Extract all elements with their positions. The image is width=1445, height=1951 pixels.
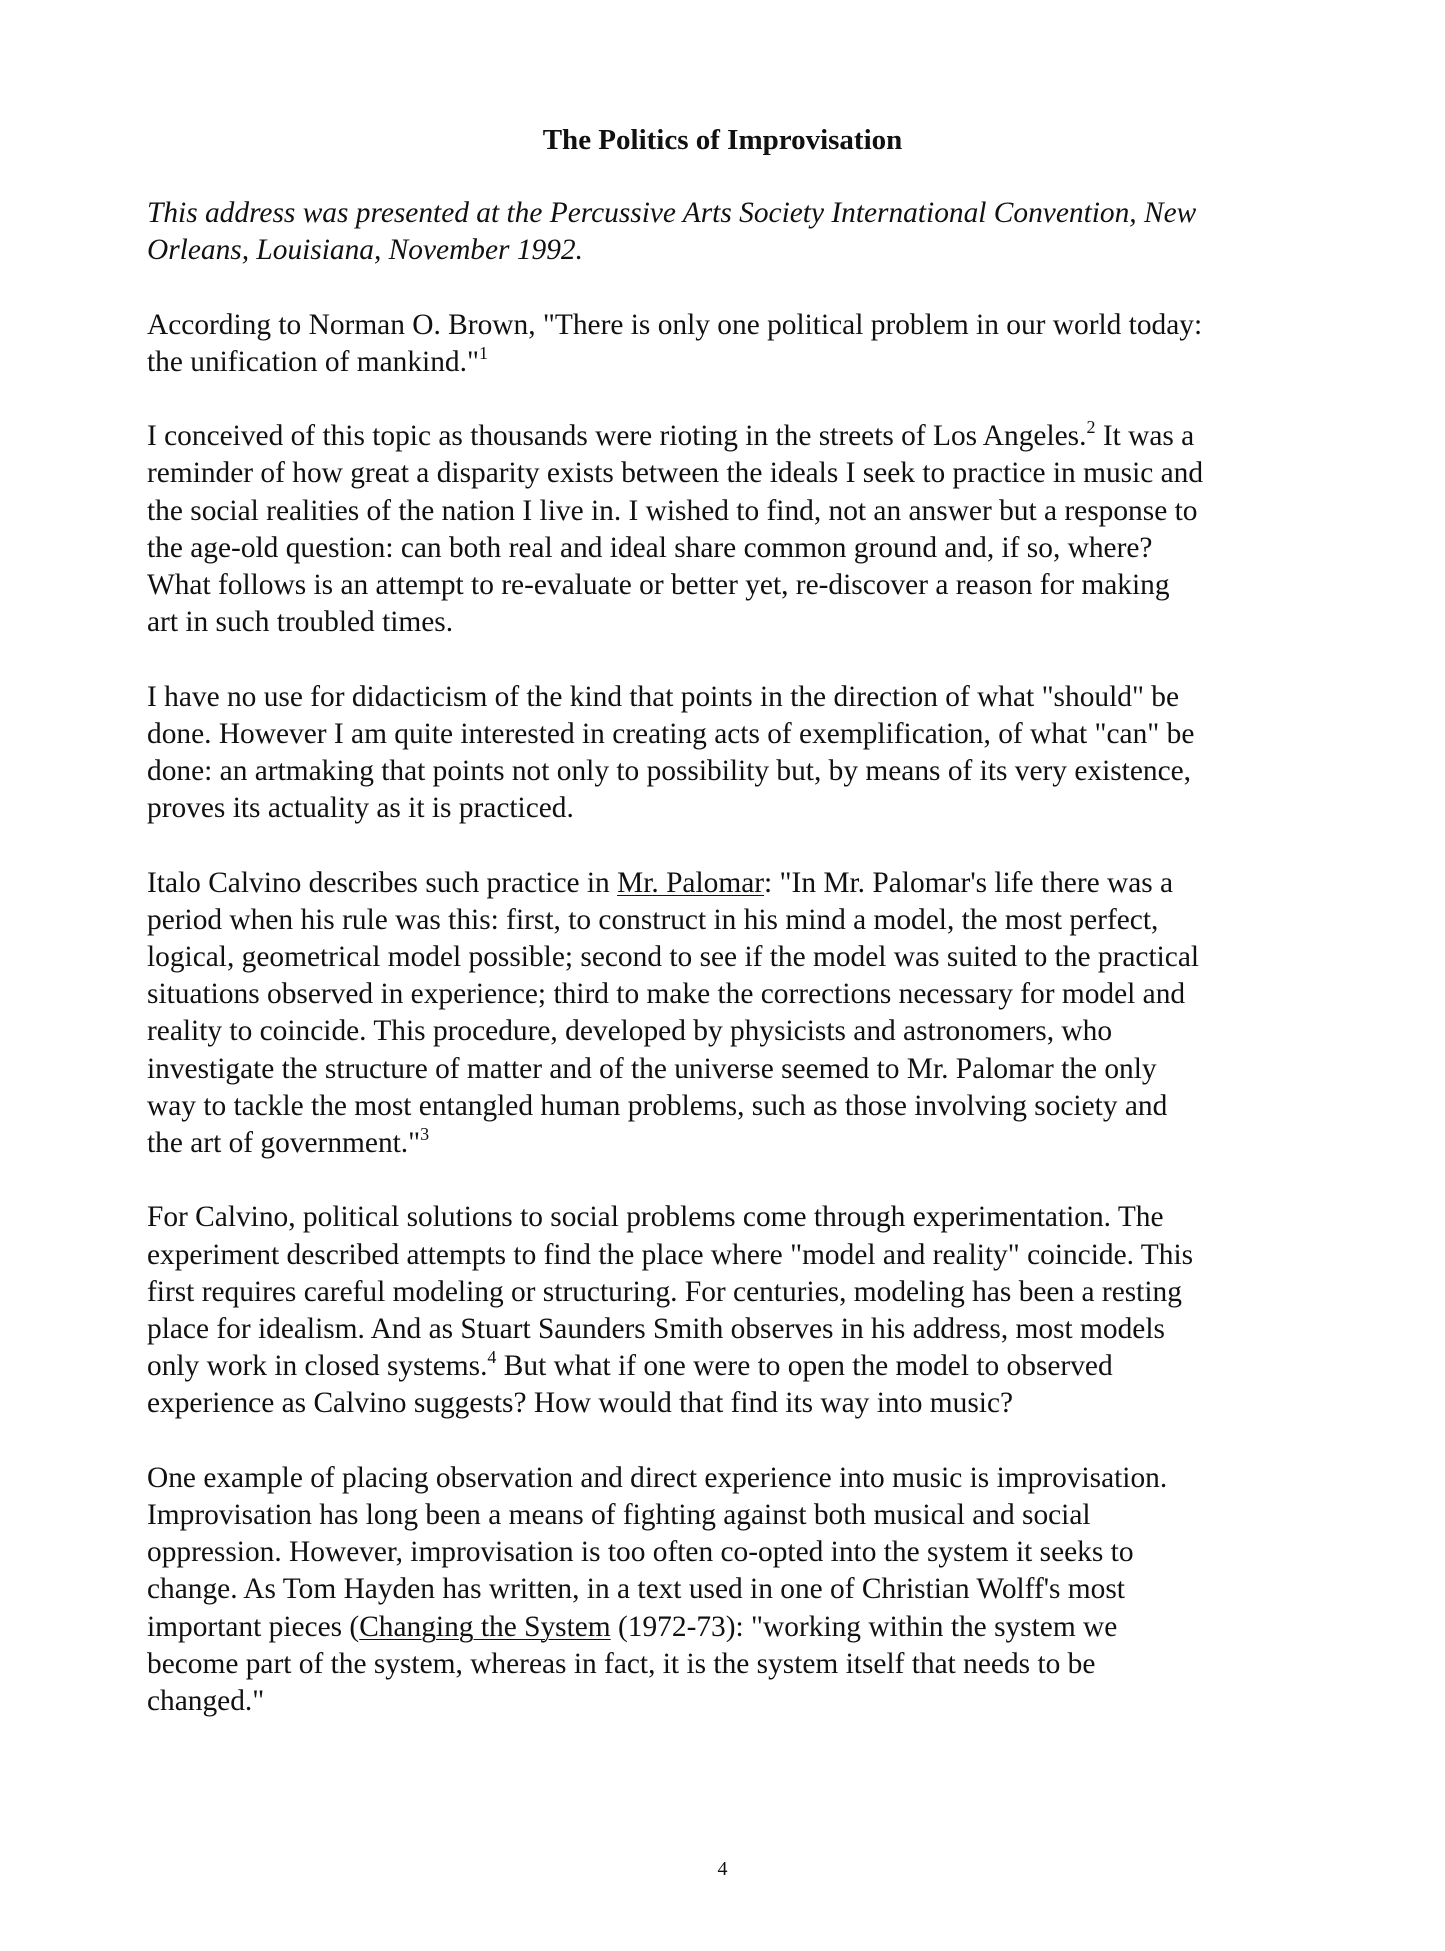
text-fragment: I conceived of this topic as thousands were rioting in the streets of Los Angeles. (147, 420, 1087, 453)
text-fragment: : "In Mr. Palomar's life there was a (764, 866, 1174, 899)
text-fragment: Italo Calvino describes such practice in (147, 866, 618, 899)
page-number: 4 (717, 1858, 728, 1880)
document-title: The Politics of Improvisation (542, 124, 903, 156)
text-line (147, 1125, 1317, 1162)
text-line: situations observed in experience; third to make the corrections necessary for model and (147, 978, 1186, 1011)
paragraph-calvino-palomar (147, 865, 1317, 1163)
paragraph-experimentation (147, 1199, 1317, 1422)
text-line: become part of the system, whereas in fact, it is the system itself that needs to be (147, 1647, 1096, 1680)
text-line (147, 1348, 1317, 1385)
text-line: According to Norman O. Brown, "There is only one political problem in our world today: (147, 308, 1203, 341)
text-fragment: It was a (1095, 420, 1195, 453)
text-line: reality to coincide. This procedure, developed by physicists and astronomers, who (147, 1015, 1113, 1048)
text-line: period when his rule was this: first, to construct in his mind a model, the most perfect, (147, 903, 1159, 936)
text-line (147, 344, 1317, 381)
text-fragment: only work in closed systems. (147, 1350, 488, 1383)
document-body (147, 195, 1317, 1757)
footnote-ref-3: 3 (420, 1124, 430, 1145)
intro-line: Orleans, Louisiana, November 1992. (147, 234, 583, 267)
text-line (147, 1609, 1317, 1646)
footnote-ref-2: 2 (1086, 417, 1096, 438)
piece-title-changing-the-system: Changing the System (359, 1610, 611, 1643)
text-line: I have no use for didacticism of the kind that points in the direction of what "should" be (147, 680, 1180, 713)
text-line: done: an artmaking that points not only to possibility but, by means of its very existence, (147, 755, 1192, 787)
book-title-mr-palomar: Mr. Palomar (617, 866, 765, 899)
text-line: changed." (147, 1685, 265, 1718)
text-line: One example of placing observation and direct experience into music is improvisation. (147, 1461, 1168, 1494)
text-line: place for idealism. And as Stuart Saunders Smith observes in his address, most models (147, 1313, 1165, 1346)
text-line: experiment described attempts to find the place where "model and reality" coincide. This (147, 1238, 1194, 1271)
text-fragment: the unification of mankind." (147, 345, 479, 378)
text-line: oppression. However, improvisation is too often co-opted into the system it seeks to (147, 1536, 1134, 1569)
text-line: first requires careful modeling or structuring. For centuries, modeling has been a resting (147, 1275, 1182, 1308)
text-fragment: (1972-73): "working within the system we (610, 1610, 1118, 1643)
text-line (147, 418, 1317, 455)
text-line: way to tackle the most entangled human problems, such as those involving society and (147, 1089, 1168, 1122)
text-line: For Calvino, political solutions to social problems come through experimentation. The (147, 1201, 1164, 1234)
text-line: proves its actuality as it is practiced. (147, 792, 574, 825)
paragraph-improvisation (147, 1460, 1317, 1720)
text-line: investigate the structure of matter and of the universe seemed to Mr. Palomar the only (147, 1052, 1157, 1085)
footnote-ref-1: 1 (478, 342, 488, 363)
paragraph-los-angeles (147, 418, 1317, 641)
text-line: experience as Calvino suggests? How would that find its way into music? (147, 1387, 1014, 1420)
text-fragment: But what if one were to open the model to observed (496, 1350, 1113, 1383)
text-line: logical, geometrical model possible; second to see if the model was suited to the practical (147, 941, 1200, 973)
text-line: What follows is an attempt to re-evaluate or better yet, re-discover a reason for making (147, 569, 1170, 601)
intro-line: This address was presented at the Percussive Arts Society International Convention, New (147, 197, 1197, 229)
text-line: art in such troubled times. (147, 606, 454, 639)
text-line: done. However I am quite interested in creating acts of exemplification, of what "can" be (147, 717, 1195, 750)
text-line: reminder of how great a disparity exists between the ideals I seek to practice in music and (147, 457, 1204, 490)
text-fragment: important pieces ( (147, 1610, 360, 1643)
intro-paragraph (147, 195, 1317, 269)
text-line: the social realities of the nation I live in. I wished to find, not an answer but a response to (147, 494, 1198, 527)
text-fragment: the art of government." (147, 1127, 421, 1160)
paragraph-brown-quote (147, 307, 1317, 381)
text-line: Improvisation has long been a means of fighting against both musical and social (147, 1499, 1091, 1532)
text-line (147, 865, 1317, 902)
paragraph-didacticism (147, 679, 1317, 828)
text-line: the age-old question: can both real and ideal share common ground and, if so, where? (147, 531, 1153, 564)
text-line: change. As Tom Hayden has written, in a text used in one of Christian Wolff's most (147, 1573, 1125, 1606)
footnote-ref-4: 4 (487, 1347, 497, 1368)
